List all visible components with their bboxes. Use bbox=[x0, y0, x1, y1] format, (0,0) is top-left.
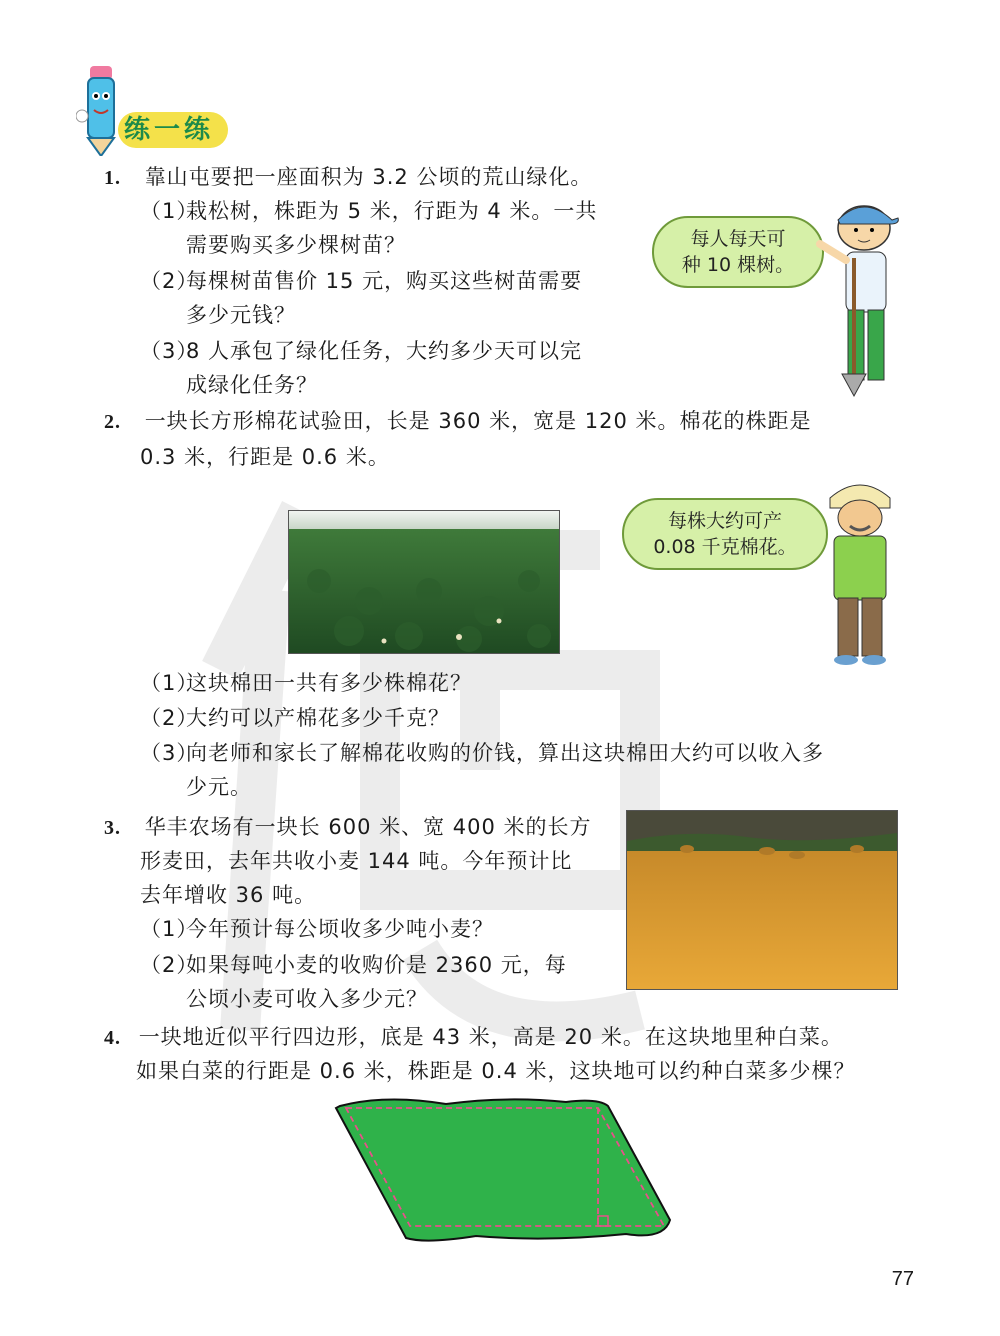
question-2: 2. 一块长方形棉花试验田，长是 360 米，宽是 120 米。棉花的株距是 bbox=[104, 409, 812, 433]
q2-part-1: （1）这块棉田一共有多少株棉花？ bbox=[140, 671, 472, 695]
page-number: 77 bbox=[891, 1268, 914, 1290]
q1-part-2: （2）每棵树苗售价 15 元，购买这些树苗需要 bbox=[140, 269, 583, 293]
wheat-field-photo bbox=[626, 810, 898, 990]
question-number: 1. bbox=[104, 167, 121, 189]
speech-bubble-grandpa: 每株大约可产 0.08 千克棉花。 bbox=[622, 498, 828, 570]
question-text: 靠山屯要把一座面积为 3.2 公顷的荒山绿化。 bbox=[144, 165, 593, 189]
section-title: 练一练 bbox=[118, 112, 228, 148]
speech-bubble-boy: 每人每天可 种 10 棵树。 bbox=[652, 216, 824, 288]
q2-part-2: （2）大约可以产棉花多少千克？ bbox=[140, 706, 450, 730]
q3-part-1: （1）今年预计每公顷收多少吨小麦？ bbox=[140, 917, 494, 941]
q2-part-3: （3）向老师和家长了解棉花收购的价钱，算出这块棉田大约可以收入多 bbox=[140, 741, 824, 765]
q1-part-1-cont: 需要购买多少棵树苗？ bbox=[186, 233, 406, 257]
farmer-grandpa-icon bbox=[820, 478, 900, 668]
q3-part-2-cont: 公顷小麦可收入多少元？ bbox=[186, 987, 428, 1011]
q1-part-3-cont: 成绿化任务？ bbox=[186, 373, 318, 397]
boy-with-shovel-icon bbox=[812, 198, 912, 398]
q1-part-2-cont: 多少元钱？ bbox=[186, 303, 296, 327]
q1-part-3: （3）8 人承包了绿化任务，大约多少天可以完 bbox=[140, 339, 583, 363]
question-3-line3: 去年增收 36 吨。 bbox=[140, 883, 317, 907]
pencil-mascot-icon bbox=[76, 66, 126, 156]
question-4-cont: 如果白菜的行距是 0.6 米，株距是 0.4 米，这块地可以约种白菜多少棵？ bbox=[136, 1059, 856, 1083]
question-1 bbox=[104, 162, 592, 193]
q2-part-3-cont: 少元。 bbox=[186, 775, 252, 799]
question-2-cont: 0.3 米，行距是 0.6 米。 bbox=[140, 445, 390, 469]
question-3: 3. 华丰农场有一块长 600 米、宽 400 米的长方 bbox=[104, 815, 592, 839]
parallelogram-field-diagram bbox=[326, 1094, 676, 1248]
q3-part-2: （2）如果每吨小麦的收购价是 2360 元，每 bbox=[140, 953, 567, 977]
cotton-field-photo bbox=[288, 510, 560, 654]
question-3-line2: 形麦田，去年共收小麦 144 吨。今年预计比 bbox=[140, 849, 573, 873]
q1-part-1: （1）栽松树，株距为 5 米，行距为 4 米。一共 bbox=[140, 199, 598, 223]
question-4: 4. 一块地近似平行四边形，底是 43 米，高是 20 米。在这块地里种白菜。 bbox=[104, 1025, 843, 1049]
